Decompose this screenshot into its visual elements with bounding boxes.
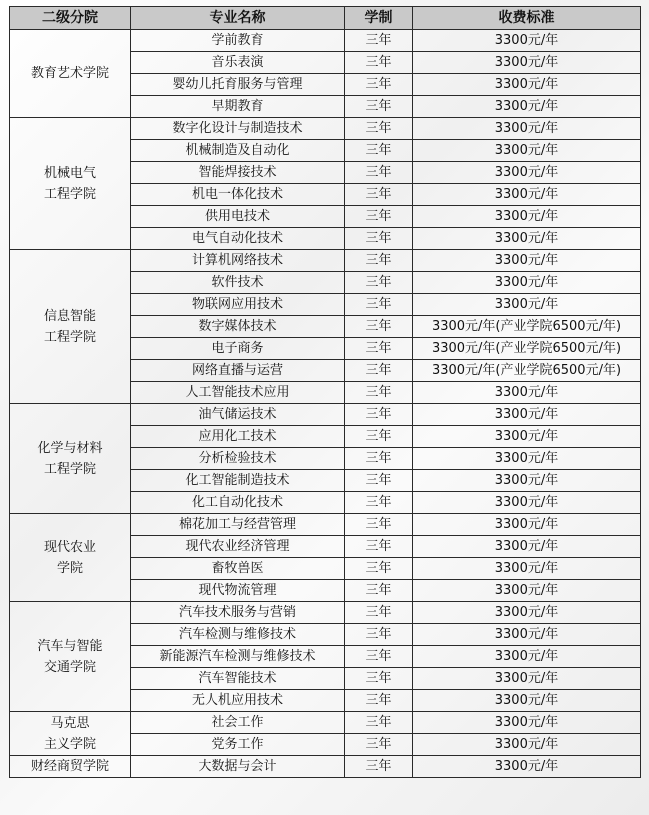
duration-cell: 三年 bbox=[345, 52, 413, 74]
major-cell: 人工智能技术应用 bbox=[131, 382, 345, 404]
duration-cell: 三年 bbox=[345, 448, 413, 470]
duration-cell: 三年 bbox=[345, 668, 413, 690]
fee-cell: 3300元/年 bbox=[413, 184, 641, 206]
fee-cell: 3300元/年 bbox=[413, 624, 641, 646]
fee-cell: 3300元/年 bbox=[413, 162, 641, 184]
fee-cell: 3300元/年 bbox=[413, 734, 641, 756]
fee-cell: 3300元/年 bbox=[413, 646, 641, 668]
college-name-line: 教育艺术学院 bbox=[30, 66, 109, 81]
major-cell: 智能焊接技术 bbox=[131, 162, 345, 184]
major-cell: 音乐表演 bbox=[131, 52, 345, 74]
duration-cell: 三年 bbox=[345, 514, 413, 536]
header-fee: 收费标准 bbox=[413, 7, 641, 30]
fee-cell: 3300元/年 bbox=[413, 96, 641, 118]
duration-cell: 三年 bbox=[345, 646, 413, 668]
college-name-line: 汽车与智能 bbox=[37, 638, 103, 654]
fee-cell: 3300元/年 bbox=[413, 382, 641, 404]
duration-cell: 三年 bbox=[345, 602, 413, 624]
duration-cell: 三年 bbox=[345, 426, 413, 448]
table-row bbox=[10, 118, 641, 140]
fee-cell: 3300元/年 bbox=[413, 514, 641, 536]
college-name-line: 财经商贸学院 bbox=[30, 759, 109, 774]
duration-cell: 三年 bbox=[345, 162, 413, 184]
fee-cell: 3300元/年 bbox=[413, 118, 641, 140]
college-name-line: 马克思 bbox=[50, 715, 90, 731]
college-name-line: 工程学院 bbox=[43, 461, 96, 477]
college-name-line: 现代农业 bbox=[43, 539, 96, 555]
major-cell: 数字媒体技术 bbox=[131, 316, 345, 338]
duration-cell: 三年 bbox=[345, 118, 413, 140]
college-cell bbox=[10, 118, 131, 250]
major-cell: 现代农业经济管理 bbox=[131, 536, 345, 558]
fee-cell: 3300元/年(产业学院6500元/年) bbox=[413, 338, 641, 360]
table-row bbox=[10, 30, 641, 52]
college-name-line: 机械电气 bbox=[43, 165, 96, 181]
major-cell: 现代物流管理 bbox=[131, 580, 345, 602]
duration-cell: 三年 bbox=[345, 294, 413, 316]
major-cell: 早期教育 bbox=[131, 96, 345, 118]
fee-cell: 3300元/年 bbox=[413, 294, 641, 316]
duration-cell: 三年 bbox=[345, 712, 413, 734]
major-cell: 油气储运技术 bbox=[131, 404, 345, 426]
major-cell: 计算机网络技术 bbox=[131, 250, 345, 272]
duration-cell: 三年 bbox=[345, 382, 413, 404]
duration-cell: 三年 bbox=[345, 30, 413, 52]
fee-cell: 3300元/年(产业学院6500元/年) bbox=[413, 316, 641, 338]
fee-cell: 3300元/年 bbox=[413, 272, 641, 294]
college-cell bbox=[10, 250, 131, 404]
duration-cell: 三年 bbox=[345, 316, 413, 338]
fee-cell: 3300元/年(产业学院6500元/年) bbox=[413, 360, 641, 382]
college-name-line: 信息智能 bbox=[43, 308, 96, 324]
table-row bbox=[10, 712, 641, 734]
fee-cell: 3300元/年 bbox=[413, 140, 641, 162]
fee-cell: 3300元/年 bbox=[413, 580, 641, 602]
table-row bbox=[10, 602, 641, 624]
duration-cell: 三年 bbox=[345, 492, 413, 514]
college-name-line: 化学与材料 bbox=[37, 440, 103, 456]
college-name-line: 交通学院 bbox=[43, 659, 96, 675]
major-cell: 汽车智能技术 bbox=[131, 668, 345, 690]
table-header bbox=[10, 7, 641, 30]
college-name-line: 工程学院 bbox=[43, 186, 96, 202]
header-major: 专业名称 bbox=[131, 7, 345, 30]
fee-cell: 3300元/年 bbox=[413, 602, 641, 624]
duration-cell: 三年 bbox=[345, 206, 413, 228]
major-cell: 社会工作 bbox=[131, 712, 345, 734]
major-cell: 应用化工技术 bbox=[131, 426, 345, 448]
fee-cell: 3300元/年 bbox=[413, 404, 641, 426]
major-cell: 学前教育 bbox=[131, 30, 345, 52]
major-cell: 无人机应用技术 bbox=[131, 690, 345, 712]
major-cell: 供用电技术 bbox=[131, 206, 345, 228]
duration-cell: 三年 bbox=[345, 404, 413, 426]
major-cell: 新能源汽车检测与维修技术 bbox=[131, 646, 345, 668]
college-cell bbox=[10, 756, 131, 778]
fee-cell: 3300元/年 bbox=[413, 448, 641, 470]
duration-cell: 三年 bbox=[345, 140, 413, 162]
college-name-line: 学院 bbox=[56, 560, 83, 576]
college-cell bbox=[10, 514, 131, 602]
header-college: 二级分院 bbox=[10, 7, 131, 30]
fee-cell: 3300元/年 bbox=[413, 470, 641, 492]
major-cell: 数字化设计与制造技术 bbox=[131, 118, 345, 140]
fee-cell: 3300元/年 bbox=[413, 712, 641, 734]
fee-cell: 3300元/年 bbox=[413, 668, 641, 690]
table-body bbox=[10, 30, 641, 778]
duration-cell: 三年 bbox=[345, 272, 413, 294]
college-cell bbox=[10, 712, 131, 756]
duration-cell: 三年 bbox=[345, 690, 413, 712]
college-cell bbox=[10, 602, 131, 712]
fee-cell: 3300元/年 bbox=[413, 558, 641, 580]
major-cell: 化工自动化技术 bbox=[131, 492, 345, 514]
duration-cell: 三年 bbox=[345, 734, 413, 756]
table-row bbox=[10, 404, 641, 426]
fee-cell: 3300元/年 bbox=[413, 74, 641, 96]
duration-cell: 三年 bbox=[345, 96, 413, 118]
college-name-line: 主义学院 bbox=[43, 736, 96, 752]
duration-cell: 三年 bbox=[345, 250, 413, 272]
major-cell: 电气自动化技术 bbox=[131, 228, 345, 250]
fee-cell: 3300元/年 bbox=[413, 30, 641, 52]
duration-cell: 三年 bbox=[345, 558, 413, 580]
fee-cell: 3300元/年 bbox=[413, 228, 641, 250]
table-row bbox=[10, 250, 641, 272]
major-cell: 分析检验技术 bbox=[131, 448, 345, 470]
major-cell: 机械制造及自动化 bbox=[131, 140, 345, 162]
table-row bbox=[10, 514, 641, 536]
fee-cell: 3300元/年 bbox=[413, 250, 641, 272]
duration-cell: 三年 bbox=[345, 338, 413, 360]
duration-cell: 三年 bbox=[345, 624, 413, 646]
fee-cell: 3300元/年 bbox=[413, 756, 641, 778]
header-row bbox=[10, 7, 641, 30]
major-cell: 婴幼儿托育服务与管理 bbox=[131, 74, 345, 96]
major-cell: 机电一体化技术 bbox=[131, 184, 345, 206]
fee-cell: 3300元/年 bbox=[413, 690, 641, 712]
duration-cell: 三年 bbox=[345, 74, 413, 96]
fee-table bbox=[9, 6, 641, 778]
duration-cell: 三年 bbox=[345, 470, 413, 492]
major-cell: 电子商务 bbox=[131, 338, 345, 360]
duration-cell: 三年 bbox=[345, 536, 413, 558]
major-cell: 党务工作 bbox=[131, 734, 345, 756]
header-duration: 学制 bbox=[345, 7, 413, 30]
duration-cell: 三年 bbox=[345, 360, 413, 382]
duration-cell: 三年 bbox=[345, 756, 413, 778]
fee-cell: 3300元/年 bbox=[413, 52, 641, 74]
major-cell: 畜牧兽医 bbox=[131, 558, 345, 580]
major-cell: 棉花加工与经营管理 bbox=[131, 514, 345, 536]
major-cell: 化工智能制造技术 bbox=[131, 470, 345, 492]
major-cell: 软件技术 bbox=[131, 272, 345, 294]
fee-cell: 3300元/年 bbox=[413, 426, 641, 448]
duration-cell: 三年 bbox=[345, 580, 413, 602]
major-cell: 汽车检测与维修技术 bbox=[131, 624, 345, 646]
table-row bbox=[10, 756, 641, 778]
fee-cell: 3300元/年 bbox=[413, 492, 641, 514]
college-name-line: 工程学院 bbox=[43, 329, 96, 345]
major-cell: 大数据与会计 bbox=[131, 756, 345, 778]
duration-cell: 三年 bbox=[345, 228, 413, 250]
major-cell: 汽车技术服务与营销 bbox=[131, 602, 345, 624]
major-cell: 网络直播与运营 bbox=[131, 360, 345, 382]
fee-cell: 3300元/年 bbox=[413, 206, 641, 228]
major-cell: 物联网应用技术 bbox=[131, 294, 345, 316]
fee-cell: 3300元/年 bbox=[413, 536, 641, 558]
duration-cell: 三年 bbox=[345, 184, 413, 206]
college-cell bbox=[10, 30, 131, 118]
college-cell bbox=[10, 404, 131, 514]
